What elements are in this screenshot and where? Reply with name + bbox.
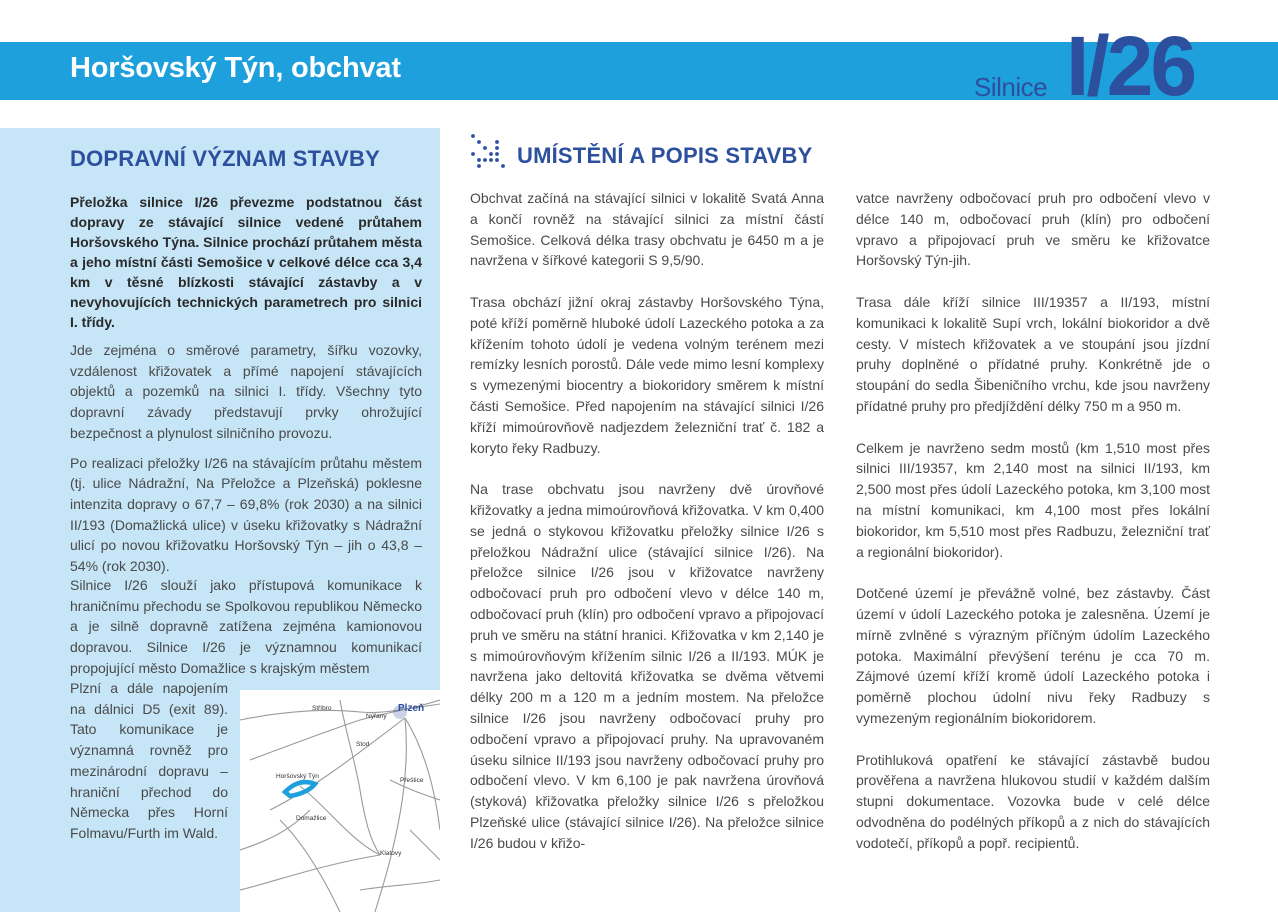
road-label: Silnice xyxy=(974,72,1048,102)
map-label-stod: Stod xyxy=(356,741,370,748)
text-column-right xyxy=(856,188,1210,874)
map-label-prestice: Přeštice xyxy=(400,777,424,784)
body-paragraph: Celkem je navrženo sedm mostů (km 1,510 most přes silnici III/19357, km 2,140 most na silnici II/193, km 2,500 most přes údolí Lazeckého potoka, km 3,100 most na místní komunikaci, km 4,100 most přes lokální biokoridor, km 5,510 most přes Radbuzu, železniční trať a regionální biokoridor). xyxy=(856,439,1210,560)
sidebar-paragraphs xyxy=(70,340,422,586)
map-label-plzen: Plzeň xyxy=(398,703,425,714)
body-paragraph: Trasa obchází jižní okraj zástavby Horšovského Týna, poté kříží poměrně hluboké údolí Lazeckého potoka a za křížením tohoto údolí je vedena volným terénem mezi remízky lesních porostů. Dále vede mimo lesní komplexy s vymezenými biocentry a biokoridory směrem k místní části Semošice. Před napojením na stávající silnici I/26 kříží mimoúrovňově nadjezdem železniční trať č. 182 a koryto řeky Radbuzy. xyxy=(470,293,824,456)
map-label-domazlice: Domažlice xyxy=(296,815,327,822)
map-label-klatovy: Klatovy xyxy=(380,850,402,857)
body-paragraph: Protihluková opatření ke stávající zástavbě budou prověřena a navržena hlukovou studií v každém dalším stupni dokumentace. Vozovka bude v celé délce odvodněna do podélných příkopů a z nich do stávajících vodotečí, příkopů a popř. recipientů. xyxy=(856,751,1210,851)
page-title: Horšovský Týn, obchvat xyxy=(70,52,401,84)
dots-arrow-icon xyxy=(470,133,506,169)
main-heading: UMÍSTĚNÍ A POPIS STAVBY xyxy=(517,143,813,168)
sidebar-paragraph: Plzní a dále napojením na dálnici D5 (exit 89). Tato komunikace je významná rovněž pro mezinárodní dopravu – hraniční přechod do Německa přes Horní Folmavu/Furth im Wald. xyxy=(70,680,228,841)
body-paragraph: Obchvat začíná na stávající silnici v lokalitě Svatá Anna a končí rovněž na stávající silnici za místní částí Semošice. Celková délka trasy obchvatu je 6450 m a je navržena v šířkové kategorii S 9,5/90. xyxy=(470,190,824,269)
sidebar-paragraph: Po realizaci přeložky I/26 na stávajícím průtahu městem (tj. ulice Nádražní, Na Přeložce a Plzeňská) poklesne intenzita dopravy o 67,7 – 69,8% (rok 2030) a na silnici II/193 (Domažlická ulice) v úseku křižovatky s Nádražní ulicí po novou křižovatku Horšovský Týn – jih o 43,8 – 54% (rok 2030). xyxy=(70,454,422,575)
body-paragraph: vatce navrženy odbočovací pruh pro odbočení vlevo v délce 140 m, odbočovací pruh (klín) pro odbočení vpravo a připojovací pruh ve směru ke křižovatce Horšovský Týn-jih. xyxy=(856,190,1210,269)
sidebar-paragraph: Silnice I/26 slouží jako přístupová komunikace k hraničnímu přechodu se Spolkovou republikou Německo a je silně dopravně zatížena zejména kamionovou dopravou. Silnice I/26 je významnou komunikací propojující město Domažlice s krajským městem xyxy=(70,577,422,676)
sidebar-paragraph-wrap xyxy=(70,678,228,844)
map-label-stribro: Stříbro xyxy=(312,705,332,712)
sidebar-paragraph: Jde zejména o směrové parametry, šířku vozovky, vzdálenost křižovatek a přímé napojení stávajících objektů a pozemků na silnici I. třídy. Všechny tyto dopravní závady představují prvky ohrožující bezpečnost a plynulost silničního provozu. xyxy=(70,342,422,441)
sidebar-heading: DOPRAVNÍ VÝZNAM STAVBY xyxy=(70,146,380,171)
sidebar-paragraph-wrap xyxy=(70,575,422,679)
body-paragraph: Dotčené území je převážně volné, bez zástavby. Část území v údolí Lazeckého potoka je zalesněna. Území je mírně zvlněné s výrazným příčným údolím Lazeckého potoka. Maximální převýšení terénu je cca 70 m. Zájmové území kříží kromě údolí Lazeckého potoka i poměrně plochou údolní nivu řeky Radbuzy s vymezeným regionálním biokoridorem. xyxy=(856,585,1210,726)
map-label-nyrany: Nýřany xyxy=(366,713,387,720)
location-map xyxy=(240,690,440,912)
road-number: I/26 xyxy=(1066,19,1195,113)
map-label-horsovsky-tyn: Horšovský Týn xyxy=(276,773,319,780)
body-paragraph: Trasa dále kříží silnice III/19357 a II/193, místní komunikaci k lokalitě Supí vrch, lokální biokoridor a dvě cesty. V místech křižovatek a ve stoupání jsou jízdní pruhy doplněné o přídatné pruhy. Konkrétně jde o stoupání do sedla Šibeničního vrchu, kde jsou navrženy přídatné pruhy pro předjíždění délky 750 m a 950 m. xyxy=(856,293,1210,414)
text-column-left xyxy=(470,188,824,874)
sidebar-lead: Přeložka silnice I/26 převezme podstatnou část dopravy ze stávající silnice vedené průtahem Horšovského Týna. Silnice prochází průtahem města a jeho místní části Semošice v celkové délce cca 3,4 km v těsné blízkosti stávající zástavby a v nevyhovujících technických parametrech pro silnici I. třídy. xyxy=(70,194,422,330)
body-paragraph: Na trase obchvatu jsou navrženy dvě úrovňové křižovatky a jedna mimoúrovňová křižovatka. V km 0,400 se jedná o stykovou křižovatku přeložky silnice I/26 s přeložkou Nádražní ulice (stávající silnice I/26). Na přeložce silnice I/26 jsou v křižovatce navrženy odbočovací pruh pro odbočení vlevo v délce 140 m, odbočovací pruh (klín) pro odbočení vpravo a připojovací pruh ve směru na státní hranici. Křižovatka v km 2,140 je s mimoúrovňovým křížením silnic I/26 a II/193. MÚK je navržena jako deltovitá křižovatka se dvěma větvemi délky 200 m a 120 m a jedním mostem. Na přeložce silnice I/26 jsou navrženy odbočovací pruhy pro odbočení vpravo a připojovací pruhy. Na upravovaném úseku silnice II/193 jsou navrženy odbočovací pruhy pro odbočení vlevo. V km 6,100 je pak navržena úrovňová (styková) křižovatka přeložky silnice I/26 s přeložkou Plzeňské ulice (stávající silnice I/26). Na přeložce silnice I/26 budou v křižo- xyxy=(470,481,824,851)
